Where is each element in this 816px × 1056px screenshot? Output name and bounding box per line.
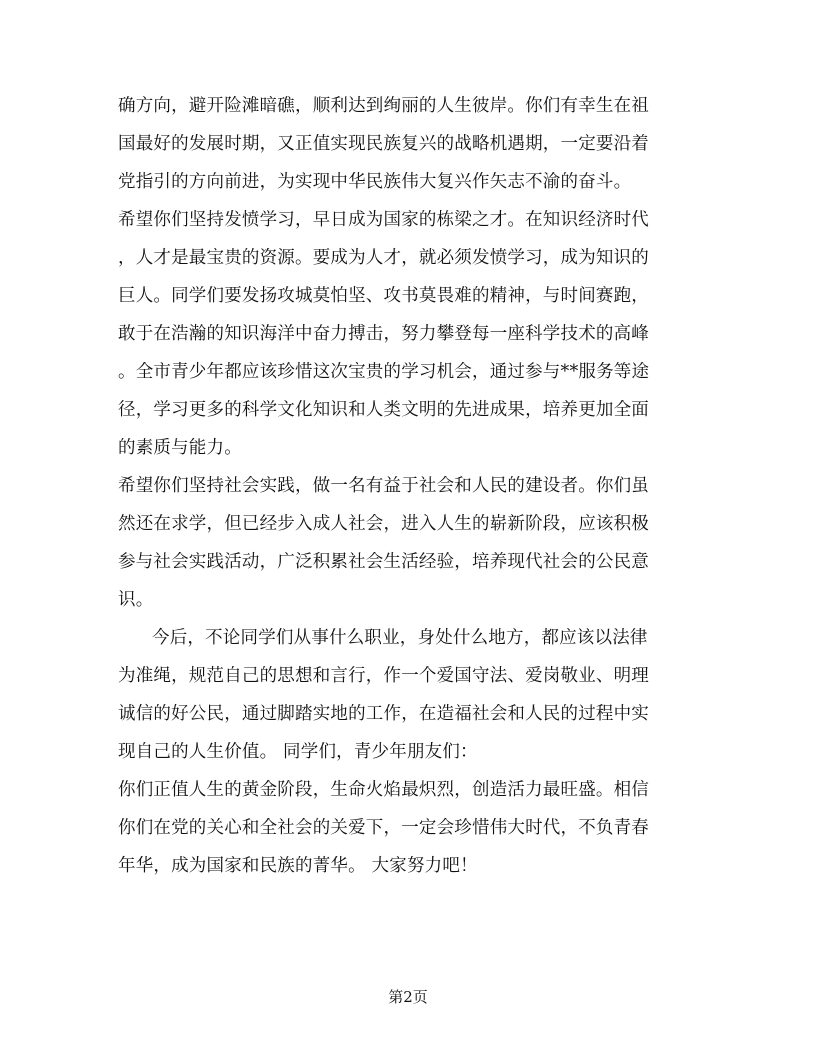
text-line: 。全市青少年都应该珍惜这次宝贵的学习机会，通过参与**服务等途 bbox=[118, 362, 650, 382]
text-line: 的素质与能力。 bbox=[118, 438, 242, 458]
document-body bbox=[118, 87, 698, 885]
text-line: 敢于在浩瀚的知识海洋中奋力搏击，努力攀登每一座科学技术的高峰 bbox=[118, 324, 649, 344]
text-line: 径，学习更多的科学文化知识和人类文明的先进成果，培养更加全面 bbox=[118, 400, 649, 420]
page-number: 第2页 bbox=[388, 988, 428, 1006]
paragraph-1 bbox=[118, 87, 698, 201]
text-line: 党指引的方向前进，为实现中华民族伟大复兴作矢志不渝的奋斗。 bbox=[118, 172, 632, 192]
text-line: 你们在党的关心和全社会的关爱下，一定会珍惜伟大时代，不负青春 bbox=[118, 818, 649, 838]
text-line: 今后，不论同学们从事什么职业，身处什么地方，都应该以法律 bbox=[152, 628, 648, 648]
paragraph-3 bbox=[118, 467, 698, 619]
text-line: 诚信的好公民，通过脚踏实地的工作，在造福社会和人民的过程中实 bbox=[118, 704, 649, 724]
text-line: 确方向，避开险滩暗礁，顺利达到绚丽的人生彼岸。你们有幸生在祖 bbox=[118, 96, 649, 116]
text-line: 参与社会实践活动，广泛积累社会生活经验，培养现代社会的公民意 bbox=[118, 552, 649, 572]
paragraph-4 bbox=[118, 619, 698, 771]
text-line: 现自己的人生价值。 同学们，青少年朋友们： bbox=[118, 742, 478, 762]
text-line: 然还在求学，但已经步入成人社会，进入人生的崭新阶段，应该积极 bbox=[118, 514, 649, 534]
paragraph-2 bbox=[118, 201, 698, 467]
text-line: 为准绳，规范自己的思想和言行，作一个爱国守法、爱岗敬业、明理 bbox=[118, 666, 649, 686]
text-line: 希望你们坚持发愤学习，早日成为国家的栋梁之才。在知识经济时代 bbox=[118, 210, 649, 230]
text-line: 识。 bbox=[118, 590, 154, 610]
text-line: 你们正值人生的黄金阶段，生命火焰最炽烈，创造活力最旺盛。相信 bbox=[118, 780, 649, 800]
text-line: 年华，成为国家和民族的菁华。 大家努力吧！ bbox=[118, 856, 478, 876]
text-line: ，人才是最宝贵的资源。要成为人才，就必须发愤学习，成为知识的 bbox=[118, 248, 649, 268]
text-line: 希望你们坚持社会实践，做一名有益于社会和人民的建设者。你们虽 bbox=[118, 476, 649, 496]
text-line: 巨人。同学们要发扬攻城莫怕坚、攻书莫畏难的精神，与时间赛跑， bbox=[118, 286, 649, 306]
paragraph-5 bbox=[118, 771, 698, 885]
text-line: 国最好的发展时期，又正值实现民族复兴的战略机遇期，一定要沿着 bbox=[118, 134, 649, 154]
